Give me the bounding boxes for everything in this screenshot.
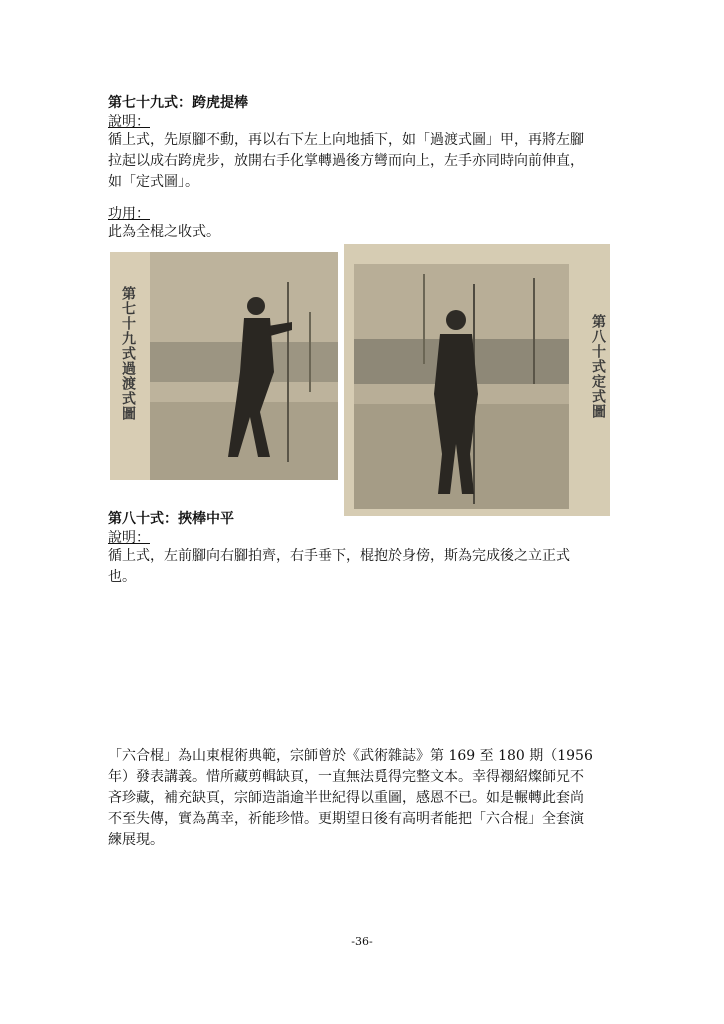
transition-pose-caption: 第七十九式過渡式圖 xyxy=(120,286,136,421)
final-pose-illustration xyxy=(344,244,610,516)
note-line: 練展現。 xyxy=(108,832,164,848)
section-80-desc-label: 說明： xyxy=(108,530,150,546)
note-line: 不至失傳，實為萬幸，祈能珍惜。更期望日後有高明者能把「六合棍」全套演 xyxy=(108,811,584,827)
note-line: 年）發表講義。惜所藏剪輯缺頁，一直無法覓得完整文本。幸得禤紹燦師兄不 xyxy=(108,769,584,785)
closing-note xyxy=(108,746,628,851)
section-80-description xyxy=(108,546,628,588)
section-79-description xyxy=(108,130,628,193)
desc-line: 也。 xyxy=(108,569,136,585)
section-79-title: 第七十九式：跨虎提棒 xyxy=(108,95,248,111)
transition-pose-illustration xyxy=(110,252,338,480)
note-line: 「六合棍」為山東棍術典範，宗師曾於《武術雜誌》第 169 至 180 期（1956 xyxy=(108,748,593,764)
desc-line: 如「定式圖」。 xyxy=(108,174,199,190)
note-line: 吝珍藏，補充缺頁，宗師造詣逾半世紀得以重圖，感恩不已。如是輾轉此套尚 xyxy=(108,790,584,806)
transition-pose-photo xyxy=(110,252,338,480)
final-pose-photo xyxy=(344,244,610,516)
section-79-use-text: 此為全棍之收式。 xyxy=(108,224,220,240)
desc-line: 拉起以成右跨虎步，放開右手化掌轉過後方彎而向上，左手亦同時向前伸直， xyxy=(108,153,584,169)
section-80-title: 第八十式：挾棒中平 xyxy=(108,511,234,527)
section-79-desc-label: 說明： xyxy=(108,114,150,130)
desc-line: 循上式，先原腳不動，再以右下左上向地插下，如「過渡式圖」甲，再將左腳 xyxy=(108,132,584,148)
section-79-use-label: 功用： xyxy=(108,206,150,222)
page-number: -36- xyxy=(351,935,373,948)
desc-line: 循上式，左前腳向右腳拍齊，右手垂下，棍抱於身傍，斯為完成後之立正式 xyxy=(108,548,570,564)
final-pose-caption: 第八十式定式圖 xyxy=(590,314,606,419)
